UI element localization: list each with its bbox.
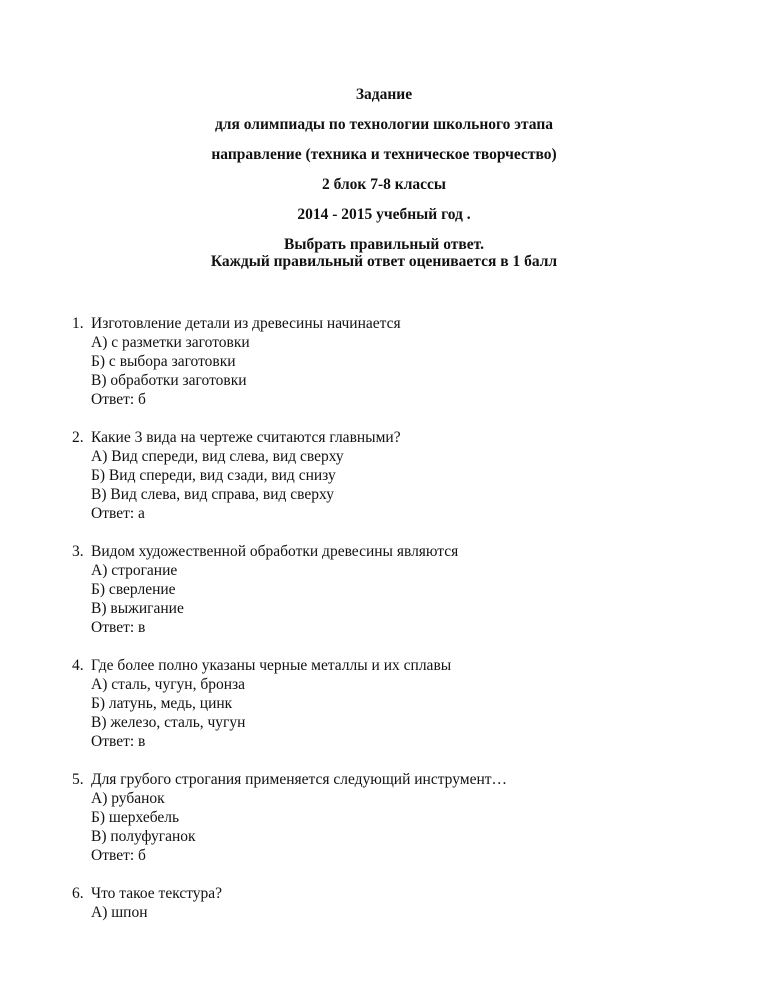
scoring-note: Каждый правильный ответ оценивается в 1 балл xyxy=(210,253,558,270)
question-text: Видом художественной обработки древесины являются xyxy=(91,543,459,560)
instruction: Выбрать правильный ответ. xyxy=(284,236,484,253)
question-number: 3. xyxy=(72,543,84,560)
question-number: 2. xyxy=(72,429,84,446)
question-item xyxy=(72,314,752,409)
question-text-line xyxy=(72,770,752,789)
answer-option: А) с разметки заготовки xyxy=(91,334,250,351)
question-text-line xyxy=(72,542,752,561)
subtitle-direction: направление (техника и техническое творчество) xyxy=(211,146,557,163)
subtitle-olympiad: для олимпиады по технологии школьного этапа xyxy=(214,116,554,133)
correct-answer: Ответ: б xyxy=(91,847,146,864)
answer-option: Б) сверление xyxy=(91,581,176,598)
question-text: Изготовление детали из древесины начинается xyxy=(91,315,401,332)
question-number: 6. xyxy=(72,885,84,902)
answer-option: А) шпон xyxy=(91,904,148,921)
answer-option: Б) с выбора заготовки xyxy=(91,353,236,370)
question-item xyxy=(72,542,752,637)
answer-option: Б) латунь, медь, цинк xyxy=(91,695,233,712)
question-text-line xyxy=(72,884,752,903)
answer-option: Б) Вид спереди, вид сзади, вид снизу xyxy=(91,467,336,484)
document-header xyxy=(0,86,768,270)
question-text-line xyxy=(72,428,752,447)
question-number: 4. xyxy=(72,657,84,674)
answer-option: В) выжигание xyxy=(91,600,184,617)
question-item xyxy=(72,770,752,865)
answer-option: А) рубанок xyxy=(91,790,165,807)
question-text: Какие 3 вида на чертеже считаются главными? xyxy=(91,429,401,446)
question-text: Где более полно указаны черные металлы и их сплавы xyxy=(91,657,452,674)
correct-answer: Ответ: в xyxy=(91,619,146,636)
answer-option: В) Вид слева, вид справа, вид сверху xyxy=(91,486,334,503)
answer-option: Б) шерхебель xyxy=(91,809,180,826)
question-item xyxy=(72,884,752,922)
question-list xyxy=(72,314,752,941)
question-text-line xyxy=(72,314,752,333)
question-text: Что такое текстура? xyxy=(91,885,223,902)
answer-option: А) строгание xyxy=(91,562,178,579)
question-text-line xyxy=(72,656,752,675)
answer-option: В) полуфуганок xyxy=(91,828,196,845)
question-text: Для грубого строгания применяется следующий инструмент… xyxy=(91,771,508,788)
question-number: 1. xyxy=(72,315,84,332)
answer-option: В) обработки заготовки xyxy=(91,372,247,389)
question-item xyxy=(72,656,752,751)
question-item xyxy=(72,428,752,523)
subtitle-year: 2014 - 2015 учебный год . xyxy=(297,206,471,223)
subtitle-block: 2 блок 7-8 классы xyxy=(321,176,446,193)
answer-option: А) Вид спереди, вид слева, вид сверху xyxy=(91,448,344,465)
correct-answer: Ответ: в xyxy=(91,733,146,750)
correct-answer: Ответ: б xyxy=(91,391,146,408)
title: Задание xyxy=(355,86,413,103)
answer-option: В) железо, сталь, чугун xyxy=(91,714,246,731)
question-number: 5. xyxy=(72,771,84,788)
answer-option: А) сталь, чугун, бронза xyxy=(91,676,246,693)
correct-answer: Ответ: а xyxy=(91,505,145,522)
